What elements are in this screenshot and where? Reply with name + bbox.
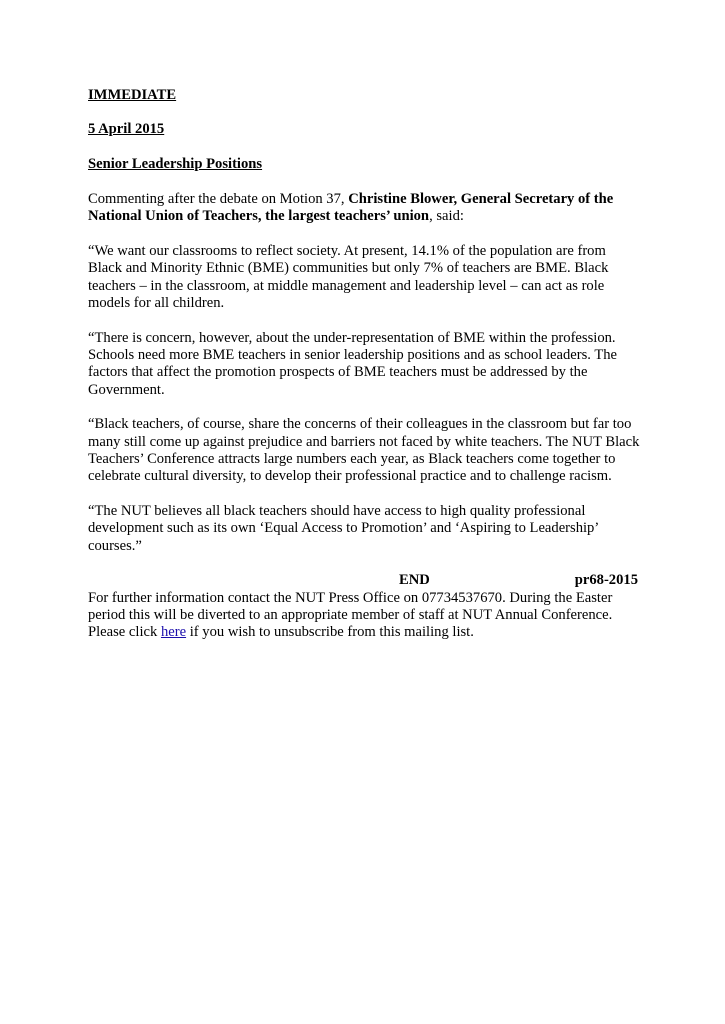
intro-text-after: , said: xyxy=(429,208,464,225)
reference-code: pr68-2015 xyxy=(574,572,638,589)
intro-paragraph xyxy=(88,191,640,226)
speaker-name: Christine Blower, General Secretary of the National Union of Teachers, the largest teachers’ union xyxy=(88,190,614,225)
unsubscribe-line xyxy=(88,624,640,641)
unsubscribe-text-after: if you wish to unsubscribe from this mailing list. xyxy=(186,624,474,641)
end-marker: END xyxy=(399,572,430,589)
quote-paragraph-3: “Black teachers, of course, share the concerns of their colleagues in the classroom but far too many still come up against prejudice and barriers not faced by white teachers. The NUT Black Teachers’ Conference attracts large numbers each year, as Black teachers come together to celebrate cultural diversity, to develop their professional practice and to challenge racism. xyxy=(88,416,640,485)
unsubscribe-link[interactable]: here xyxy=(160,624,187,641)
press-release xyxy=(88,87,640,642)
quote-paragraph-2: “There is concern, however, about the under-representation of BME within the profession. Schools need more BME teachers in senior leadership positions and as school leaders. The factors that affect the promotion prospects of BME teachers must be addressed by the Government. xyxy=(88,329,618,398)
embargo-heading: IMMEDIATE xyxy=(88,87,177,103)
end-line xyxy=(88,572,640,589)
quote-paragraph-4: “The NUT believes all black teachers should have access to high quality professional development such as its own ‘Equal Access to Promotion’ and ‘Aspiring to Leadership’ courses.” xyxy=(88,503,599,554)
release-date: 5 April 2015 xyxy=(88,121,165,138)
release-title: Senior Leadership Positions xyxy=(88,156,263,173)
contact-info: For further information contact the NUT Press Office on 07734537670. During the Easter period this will be diverted to an appropriate member of staff at NUT Annual Conference. xyxy=(88,589,613,624)
intro-text-before: Commenting after the debate on Motion 37, xyxy=(88,190,349,207)
quote-paragraph-1: “We want our classrooms to reflect society. At present, 14.1% of the population are from Black and Minority Ethnic (BME) communities but only 7% of teachers are BME. Black teachers – in the classroom, at middle management and leadership level – can act as role models for all children. xyxy=(88,242,609,311)
unsubscribe-text-before: Please click xyxy=(88,624,161,641)
